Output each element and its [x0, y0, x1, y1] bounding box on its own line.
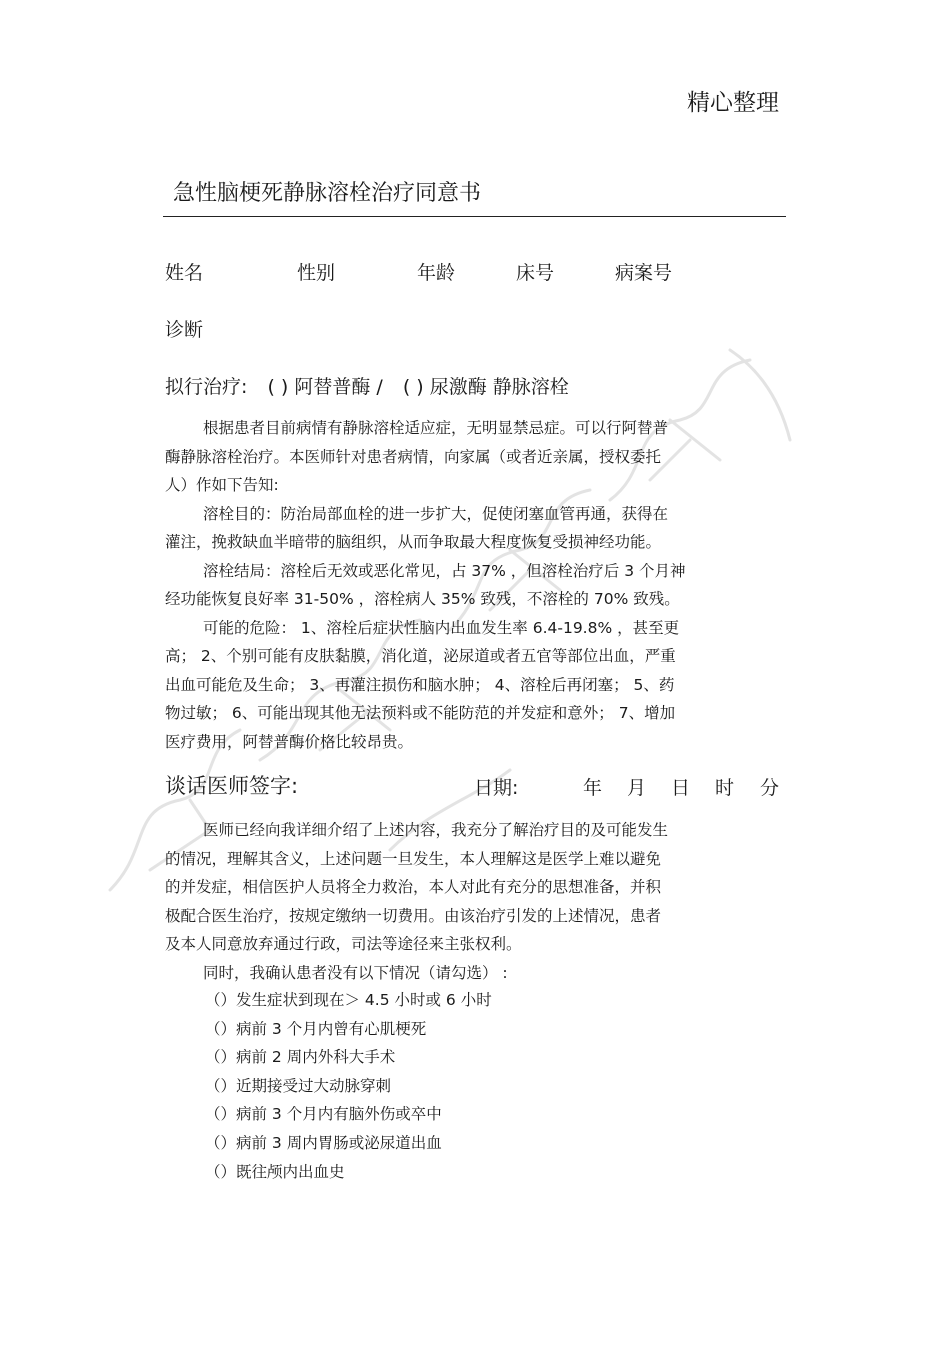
consent-line: 医师已经向我详细介绍了上述内容，我充分了解治疗目的及可能发生 [203, 821, 669, 839]
date-year: 年 [583, 777, 603, 799]
purpose-line: 溶栓目的：防治局部血栓的进一步扩大，促使闭塞血管再通，获得在 [203, 504, 669, 523]
intro-line: 根据患者目前病情有静脉溶栓适应症，无明显禁忌症。可以行阿替普 [203, 419, 669, 437]
consent-line: 同时，我确认患者没有以下情况（请勾选） : [203, 963, 508, 982]
consent-line: 的并发症，相信医护人员将全力救治，本人对此有充分的思想准备，并积 [165, 878, 662, 896]
date-minute: 分 [760, 777, 780, 799]
title-divider [163, 216, 786, 217]
date-day: 日 [671, 777, 691, 799]
field-record-label: 病案号 [615, 262, 673, 284]
exclusion-checklist [205, 986, 492, 1186]
checklist-item[interactable]: （）病前 2 周内外科大手术 [205, 1048, 396, 1067]
checklist-item[interactable]: （）病前 3 个月内有脑外伤或卒中 [205, 1105, 442, 1124]
risk-line: 出血可能危及生命； 3、再灌注损伤和脑水肿； 4、溶栓后再闭塞； 5、药 [165, 675, 675, 694]
consent-body [165, 816, 785, 987]
date-month: 月 [627, 777, 647, 799]
purpose-line: 灌注，挽救缺血半暗带的脑组织，从而争取最大程度恢复受损神经功能。 [165, 533, 662, 551]
checklist-item[interactable]: （）病前 3 个月内曾有心肌梗死 [205, 1019, 427, 1038]
field-gender-label: 性别 [297, 262, 336, 284]
risk-line: 可能的危险： 1、溶栓后症状性脑内出血发生率 6.4-19.8% ，甚至更 [203, 618, 680, 637]
treatment-option-urokinase: ( ) 尿激酶 静脉溶栓 [402, 376, 569, 398]
consent-line: 及本人同意放弃通过行政，司法等途径来主张权利。 [165, 935, 522, 953]
checklist-item[interactable]: （）近期接受过大动脉穿刺 [205, 1076, 392, 1095]
checklist-item[interactable]: （）病前 3 周内胃肠或泌尿道出血 [205, 1133, 442, 1152]
date-hour: 时 [715, 777, 735, 799]
consent-line: 的情况，理解其含义，上述问题一旦发生，本人理解这是医学上难以避免 [165, 849, 662, 868]
risk-line: 物过敏； 6、可能出现其他无法预料或不能防范的并发症和意外； 7、增加 [165, 704, 676, 722]
field-age-label: 年龄 [417, 262, 456, 284]
field-name-label: 姓名 [165, 262, 204, 284]
outcome-line: 溶栓结局：溶栓后无效或恶化常见，占 37% ，但溶栓治疗后 3 个月神 [203, 561, 686, 580]
checklist-item[interactable]: （）既往颅内出血史 [205, 1162, 345, 1181]
header-note: 精心整理 [687, 90, 779, 116]
consent-line: 极配合医生治疗，按规定缴纳一切费用。由该治疗引发的上述情况，患者 [165, 906, 662, 925]
intro-line: 酶静脉溶栓治疗。本医师针对患者病情，向家属（或者近亲属，授权委托 [165, 447, 662, 466]
page-title: 急性脑梗死静脉溶栓治疗同意书 [173, 181, 482, 206]
risk-line: 高； 2、个别可能有皮肤黏膜，消化道，泌尿道或者五官等部位出血，严重 [165, 647, 676, 665]
treatment-label: 拟行治疗: [165, 376, 248, 398]
treatment-option-alteplase: ( ) 阿替普酶 / [267, 376, 383, 398]
date-label: 日期: [474, 777, 519, 799]
outcome-line: 经功能恢复良好率 31-50% ，溶栓病人 35% 致残，不溶栓的 70% 致残。 [165, 590, 680, 608]
diagnosis-label: 诊断 [165, 319, 204, 341]
notice-body [165, 414, 785, 756]
treatment-line [165, 372, 583, 399]
risk-line: 医疗费用，阿替普酶价格比较昂贵。 [165, 732, 414, 751]
intro-line: 人）作如下告知: [165, 476, 279, 494]
doctor-signature-label: 谈话医师签字: [165, 774, 299, 798]
checklist-item[interactable]: （）发生症状到现在＞ 4.5 小时或 6 小时 [205, 991, 492, 1009]
field-bed-label: 床号 [516, 262, 555, 284]
